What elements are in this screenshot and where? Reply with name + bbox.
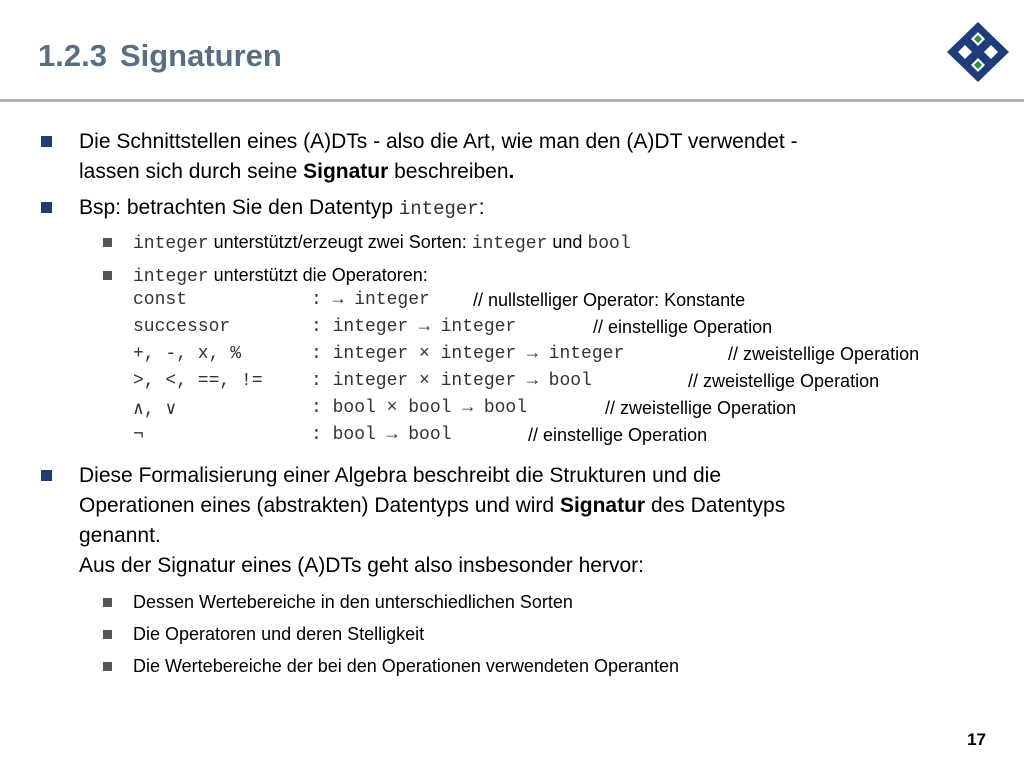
bullet-square-icon bbox=[41, 202, 52, 213]
bullet-square-icon bbox=[41, 136, 52, 147]
bullet-text-line: Diese Formalisierung einer Algebra beschreibt die Strukturen und die bbox=[79, 464, 722, 487]
bullet-schnittstellen bbox=[79, 127, 798, 187]
subbullet-sorten: integer unterstützt/erzeugt zwei Sorten: integer und bool bbox=[133, 229, 631, 258]
subbullet-stelligkeit: Die Operatoren und deren Stelligkeit bbox=[133, 621, 424, 648]
bullet-bsp: Bsp: betrachten Sie den Datentyp integer: bbox=[79, 193, 485, 224]
bullet-text: Bsp: betrachten Sie den Datentyp bbox=[79, 196, 399, 219]
subbullet-square-icon bbox=[103, 630, 112, 639]
slide-title bbox=[38, 38, 282, 74]
logo-icon bbox=[945, 22, 1011, 82]
bullet-square-icon bbox=[41, 470, 52, 481]
section-title: Signaturen bbox=[119, 38, 282, 73]
subbullet-square-icon bbox=[103, 238, 112, 247]
subbullet-wertebereiche: Dessen Wertebereiche in den unterschiedlichen Sorten bbox=[133, 589, 573, 616]
code-integer: integer bbox=[398, 198, 479, 220]
subbullet-operatoren: integer unterstützt die Operatoren: bbox=[133, 262, 428, 291]
bullet-text-line: Die Schnittstellen eines (A)DTs - also die Art, wie man den (A)DT verwendet - bbox=[79, 130, 798, 153]
subbullet-operanten: Die Wertebereiche der bei den Operationen verwendeten Operanten bbox=[133, 653, 679, 680]
bullet-text-line: Aus der Signatur eines (A)DTs geht also insbesonder hervor: bbox=[79, 554, 644, 577]
subbullet-square-icon bbox=[103, 598, 112, 607]
page-number: 17 bbox=[967, 730, 986, 749]
section-number: 1.2.3 bbox=[38, 38, 107, 73]
bullet-text-line: genannt. bbox=[79, 524, 161, 547]
subbullet-square-icon bbox=[103, 662, 112, 671]
bullet-text-line: lassen sich durch seine Signatur beschreiben. bbox=[79, 160, 515, 183]
bullet-formalisierung bbox=[79, 461, 785, 581]
subbullet-square-icon bbox=[103, 271, 112, 280]
bullet-text-line: Operationen eines (abstrakten) Datentyps und wird Signatur des Datentyps bbox=[79, 494, 786, 517]
title-divider bbox=[0, 99, 1024, 102]
